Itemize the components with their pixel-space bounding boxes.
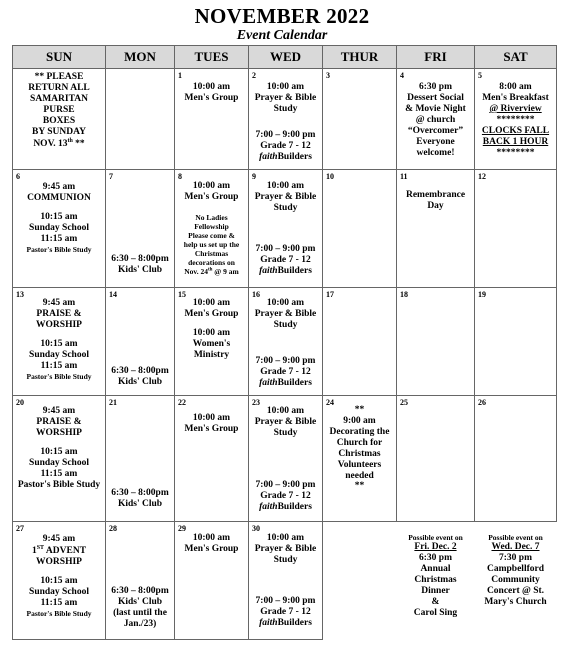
event-time: 10:00 am [192, 413, 231, 423]
day-cell-2 [249, 69, 323, 170]
event-title: Study [273, 103, 298, 114]
day-number: 21 [109, 398, 117, 407]
event-title: Day [427, 200, 444, 211]
day-cell-13 [13, 288, 106, 396]
event-title: Women's [192, 338, 231, 349]
day-number: 22 [178, 398, 186, 407]
day-cell-empty [106, 69, 175, 170]
event-time: 10:00 am [192, 181, 231, 191]
notice-line: BY SUNDAY [32, 126, 86, 137]
event-title: Pastor's Bible Study [26, 371, 92, 381]
event-time: 10:15 am [40, 338, 78, 349]
notice-line: No Ladies [195, 213, 228, 222]
day-cell-7 [106, 170, 175, 288]
event-time: 9:45 am [42, 534, 76, 544]
event-time: 10:00 am [266, 82, 305, 92]
event-title: Prayer & Bible [254, 416, 317, 427]
event-time: 10:00 am [266, 406, 305, 416]
event-time: 11:15 am [40, 233, 78, 244]
day-cell-5 [475, 69, 557, 170]
event-title: Remembrance [405, 190, 466, 200]
event-note: Possible event on [408, 533, 463, 542]
event-title: Kids' Club [117, 264, 163, 275]
event-time: 10:00 am [192, 298, 231, 308]
faithbuilders-label: faithBuilders [259, 377, 312, 388]
event-title: Prayer & Bible [254, 308, 317, 319]
weekday-sun: SUN [13, 46, 106, 69]
outside-cell-thu [323, 522, 397, 640]
day-cell-19 [475, 288, 557, 396]
possible-event-sat [475, 522, 557, 640]
event-title: Prayer & Bible [254, 191, 317, 202]
event-title: Sunday School [29, 457, 89, 468]
weekday-fri: FRI [397, 46, 475, 69]
event-title: (last until the [113, 607, 167, 618]
event-time: 9:00 am [343, 415, 376, 426]
day-cell-14 [106, 288, 175, 396]
day-cell-1 [175, 69, 249, 170]
event-time: 7:00 – 9:00 pm [255, 356, 316, 366]
week-row-4 [13, 396, 557, 522]
event-time: 6:30 pm [419, 552, 452, 563]
event-title: Men's Group [184, 543, 239, 554]
weekday-thu: THUR [323, 46, 397, 69]
event-time: 10:00 am [266, 181, 305, 191]
event-title: Pastor's Bible Study [26, 608, 92, 618]
event-title: Church for [336, 437, 383, 448]
event-title: Christmas [414, 574, 457, 585]
week-row-1 [13, 69, 557, 170]
day-cell-16 [249, 288, 323, 396]
event-title: ******** [496, 114, 535, 125]
event-title: Men's Group [184, 92, 239, 103]
event-time: 6:30 – 8:00pm [111, 586, 169, 596]
event-title: Grade 7 - 12 [260, 140, 311, 151]
day-cell-3 [323, 69, 397, 170]
event-title: WORSHIP [36, 427, 82, 438]
event-time: 7:00 – 9:00 pm [255, 480, 316, 490]
day-number: 18 [400, 290, 408, 299]
event-time: 10:00 am [192, 327, 231, 338]
day-number: 20 [16, 398, 24, 407]
event-title: Study [273, 554, 298, 565]
weekday-mon: MON [106, 46, 175, 69]
event-title: Campbellford [487, 563, 544, 574]
day-cell-12 [475, 170, 557, 288]
day-cell-8 [175, 170, 249, 288]
day-cell-10 [323, 170, 397, 288]
event-title: Everyone [416, 136, 455, 147]
event-title: PRAISE & [36, 308, 82, 319]
event-time: 10:15 am [40, 446, 78, 457]
day-number: 6 [16, 172, 20, 181]
event-time: 9:45 am [42, 182, 76, 192]
event-title: Dinner [421, 585, 450, 596]
event-title: Community [491, 574, 540, 585]
event-note: Possible event on [488, 533, 543, 542]
event-title: Grade 7 - 12 [260, 254, 311, 265]
event-title: Prayer & Bible [254, 92, 317, 103]
day-number: 28 [109, 524, 117, 533]
event-time: 7:00 – 9:00 pm [255, 244, 316, 254]
event-title: @ church [415, 114, 456, 125]
notice-line: BOXES [42, 115, 76, 126]
event-title: Concert @ St. [486, 585, 545, 596]
event-title: BACK 1 HOUR [482, 136, 549, 147]
event-time: 6:30 – 8:00pm [111, 366, 169, 376]
event-time: 6:30 pm [419, 82, 452, 92]
event-time: 6:30 – 8:00pm [111, 254, 169, 264]
day-number: 2 [252, 71, 256, 80]
day-number: 29 [178, 524, 186, 533]
day-number: 10 [326, 172, 334, 181]
calendar-subtitle: Event Calendar [236, 28, 328, 43]
weekday-header-row [13, 46, 557, 69]
event-title: Men's Group [184, 423, 239, 434]
event-title: Dessert Social [407, 92, 464, 103]
event-title: Men's Group [184, 308, 239, 319]
notice-line: ** PLEASE [34, 72, 84, 82]
day-cell-28 [106, 522, 175, 640]
event-title: welcome! [416, 147, 455, 158]
event-time: 6:30 – 8:00pm [111, 488, 169, 498]
event-title: Prayer & Bible [254, 543, 317, 554]
event-title: Carol Sing [413, 607, 458, 618]
event-title: ******** [496, 147, 535, 158]
day-cell-24 [323, 396, 397, 522]
event-title: @ Riverview [489, 103, 542, 114]
event-title: Grade 7 - 12 [260, 490, 311, 501]
event-title: Kids' Club [117, 376, 163, 387]
day-cell-23 [249, 396, 323, 522]
day-cell-notice [13, 69, 106, 170]
event-title: COMMUNION [27, 192, 91, 203]
day-cell-27 [13, 522, 106, 640]
day-number: 14 [109, 290, 117, 299]
event-title: Grade 7 - 12 [260, 366, 311, 377]
event-time: 10:00 am [266, 533, 305, 543]
event-time: 11:15 am [40, 597, 78, 608]
event-time: 9:45 am [42, 406, 76, 416]
day-cell-6 [13, 170, 106, 288]
day-cell-21 [106, 396, 175, 522]
notice-line: decorations on [188, 258, 235, 267]
day-number: 3 [326, 71, 330, 80]
day-number: 19 [478, 290, 486, 299]
event-title: ** [354, 481, 365, 492]
week-row-3 [13, 288, 557, 396]
day-number: 9 [252, 172, 256, 181]
event-title: Study [273, 202, 298, 213]
day-number: 15 [178, 290, 186, 299]
day-number: 30 [252, 524, 260, 533]
day-number: 8 [178, 172, 182, 181]
day-number: 24 [326, 398, 334, 407]
event-time: 10:00 am [192, 82, 231, 92]
day-cell-18 [397, 288, 475, 396]
event-time: 7:00 – 9:00 pm [255, 130, 316, 140]
event-time: 9:45 am [42, 298, 76, 308]
day-number: 12 [478, 172, 486, 181]
event-title: & [431, 596, 440, 607]
event-title: Grade 7 - 12 [260, 606, 311, 617]
day-cell-9 [249, 170, 323, 288]
day-number: 23 [252, 398, 260, 407]
day-number: 5 [478, 71, 482, 80]
event-date: Wed. Dec. 7 [491, 542, 540, 552]
day-number: 4 [400, 71, 404, 80]
event-title: Ministry [193, 349, 230, 360]
event-title: 1ST ADVENT [31, 544, 87, 557]
event-time: 8:00 am [499, 82, 532, 92]
notice-line: PURSE [43, 104, 75, 115]
calendar-title: NOVEMBER 2022 [194, 4, 370, 28]
notice-line: Fellowship [194, 222, 229, 231]
event-title: WORSHIP [36, 319, 82, 330]
event-title: PRAISE & [36, 416, 82, 427]
notice-line: RETURN ALL [28, 82, 90, 93]
day-cell-26 [475, 396, 557, 522]
event-title: CLOCKS FALL [481, 125, 550, 136]
day-cell-17 [323, 288, 397, 396]
event-title: WORSHIP [36, 557, 82, 567]
event-title: Volunteers [337, 459, 382, 470]
day-number: 11 [400, 172, 408, 181]
event-title: Men's Group [184, 191, 239, 202]
day-cell-22 [175, 396, 249, 522]
event-title: Pastor's Bible Study [26, 244, 92, 254]
event-time: 7:30 pm [499, 552, 532, 563]
event-title: Jan./23) [123, 618, 157, 629]
notice-line: SAMARITAN [30, 93, 88, 104]
event-title: Study [273, 319, 298, 330]
notice-line: Christmas [194, 249, 229, 258]
notice-line: Nov. 24th @ 9 am [184, 267, 239, 276]
day-number: 1 [178, 71, 182, 80]
day-cell-29 [175, 522, 249, 640]
calendar-grid [12, 45, 557, 640]
event-title: Decorating the [329, 426, 390, 437]
event-time: 10:00 am [192, 533, 231, 543]
day-number: 16 [252, 290, 260, 299]
event-title: Annual [420, 563, 451, 574]
event-time: 7:00 – 9:00 pm [255, 596, 316, 606]
day-number: 27 [16, 524, 24, 533]
event-title: Pastor's Bible Study [17, 479, 101, 490]
faithbuilders-label: faithBuilders [259, 617, 312, 628]
day-cell-20 [13, 396, 106, 522]
week-row-5 [13, 522, 557, 640]
day-cell-25 [397, 396, 475, 522]
faithbuilders-label: faithBuilders [259, 265, 312, 276]
event-title: needed [345, 470, 374, 481]
notice-line: NOV. 13th ** [33, 137, 85, 149]
event-title: Men's Breakfast [482, 92, 549, 103]
day-number: 13 [16, 290, 24, 299]
event-title: Sunday School [29, 349, 89, 360]
notice-line: help us set up the [183, 240, 240, 249]
event-time: 10:15 am [40, 575, 78, 586]
event-time: 11:15 am [40, 360, 78, 371]
weekday-sat: SAT [475, 46, 557, 69]
event-title: ** [354, 405, 365, 415]
day-number: 7 [109, 172, 113, 181]
event-title: Mary's Church [484, 596, 547, 607]
weekday-wed: WED [249, 46, 323, 69]
faithbuilders-label: faithBuilders [259, 501, 312, 512]
event-time: 10:15 am [40, 211, 78, 222]
weekday-tue: TUES [175, 46, 249, 69]
day-cell-4 [397, 69, 475, 170]
day-cell-11 [397, 170, 475, 288]
notice-line: Please come & [188, 231, 235, 240]
event-title: Christmas [338, 448, 381, 459]
event-time: 10:00 am [266, 298, 305, 308]
event-title: Kids' Club [117, 498, 163, 509]
faithbuilders-label: faithBuilders [259, 151, 312, 162]
event-title: “Overcomer” [407, 125, 464, 136]
day-cell-15 [175, 288, 249, 396]
event-title: Kids' Club [117, 596, 163, 607]
day-number: 26 [478, 398, 486, 407]
event-title: Sunday School [29, 222, 89, 233]
day-cell-30 [249, 522, 323, 640]
possible-event-fri [397, 522, 475, 640]
day-number: 17 [326, 290, 334, 299]
day-number: 25 [400, 398, 408, 407]
week-row-2 [13, 170, 557, 288]
event-time: 11:15 am [40, 468, 78, 479]
event-date: Fri. Dec. 2 [414, 542, 457, 552]
event-title: Sunday School [29, 586, 89, 597]
event-title: Study [273, 427, 298, 438]
event-title: & Movie Night [405, 103, 466, 114]
